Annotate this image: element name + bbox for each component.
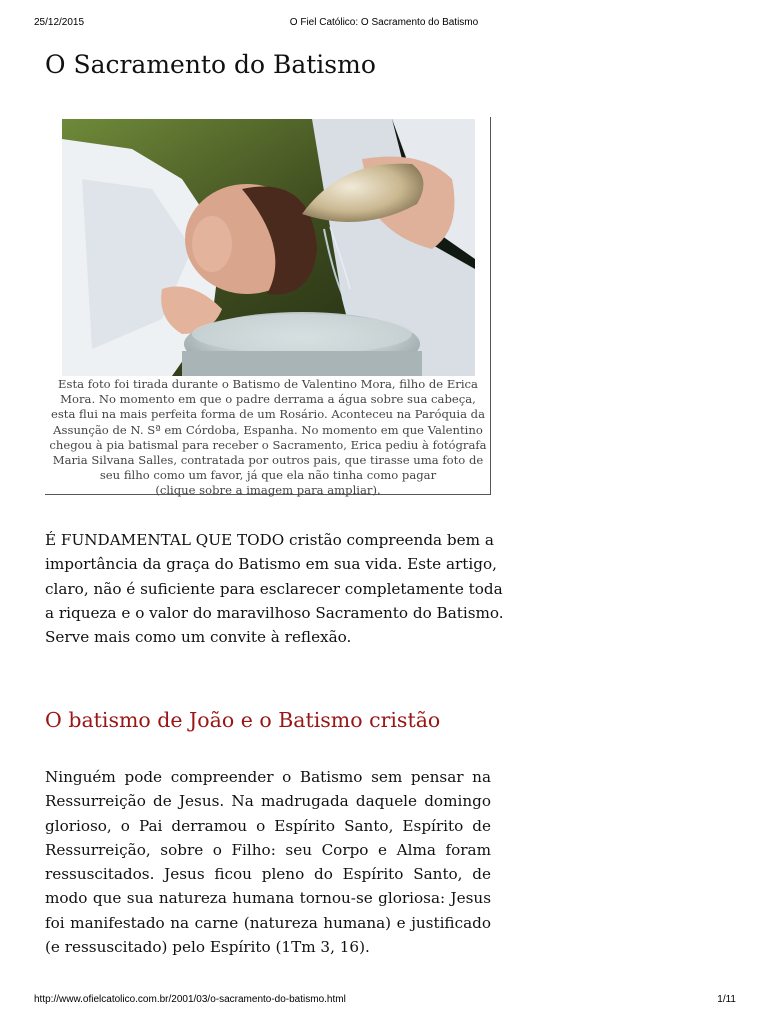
page-url[interactable]: http://www.ofielcatolico.com.br/2001/03/o-sacramento-do-batismo.html [34,994,346,1005]
intro-paragraph [45,528,504,649]
intro-line: importância da graça do Batismo em sua vida. Este artigo, [45,555,497,574]
caption-line: seu filho como um favor, já que ela não tinha como pagar [99,468,437,483]
paragraph-line: Ressurreição, sobre o Filho: seu Corpo e Alma foram [45,840,491,859]
caption-line: Mora. No momento em que o padre derrama a água sobre sua cabeça, [60,392,476,407]
caption-line: Maria Silvana Salles, contratada por outros pais, que tirasse uma foto de [52,453,484,468]
paragraph-line: (e ressuscitado) pelo Espírito (1Tm 3, 16). [45,938,370,957]
page-indicator: 1/11 [717,994,736,1005]
caption-line: esta flui na mais perfeita forma de um Rosário. Aconteceu na Paróquia da [50,407,486,422]
print-page-title: O Fiel Católico: O Sacramento do Batismo [289,17,479,28]
paragraph-line: Ninguém pode compreender o Batismo sem pensar na [45,768,491,786]
caption-line: chegou à pia batismal para receber o Sacramento, Erica pediu à fotógrafa [49,437,487,452]
section-paragraph [45,765,491,959]
caption-enlarge-hint[interactable]: (clique sobre a imagem para ampliar). [155,483,381,498]
article-figure [45,117,491,498]
caption-line: Assunção de N. Sª em Córdoba, Espanha. No momento em que Valentino [53,422,483,437]
print-date: 25/12/2015 [34,17,85,28]
paragraph-line: foi manifestado na carne (natureza humana) e justificado [45,913,491,932]
paragraph-line: ressuscitados. Jesus ficou pleno do Espírito Santo, de [45,865,491,884]
photo-caption [45,377,491,499]
intro-line: É FUNDAMENTAL QUE TODO cristão compreenda bem a [45,531,494,549]
section-heading: O batismo de João e o Batismo cristão [45,708,441,732]
paragraph-line: glorioso, o Pai derramou o Espírito Santo, Espírito de [45,816,491,835]
intro-line: claro, não é suficiente para esclarecer completamente toda [45,579,503,598]
intro-line: Serve mais como um convite à reflexão. [45,628,352,647]
paragraph-line: modo que sua natureza humana tornou-se gloriosa: Jesus [45,889,491,908]
photo-baptism-icon [62,119,475,376]
article-title: O Sacramento do Batismo [45,50,376,79]
paragraph-line: Ressurreição de Jesus. Na madrugada daquele domingo [45,792,491,811]
baptism-photo[interactable] [62,119,475,376]
caption-line: Esta foto foi tirada durante o Batismo de Valentino Mora, filho de Erica [58,377,478,391]
intro-line: a riqueza e o valor do maravilhoso Sacramento do Batismo. [45,603,504,622]
